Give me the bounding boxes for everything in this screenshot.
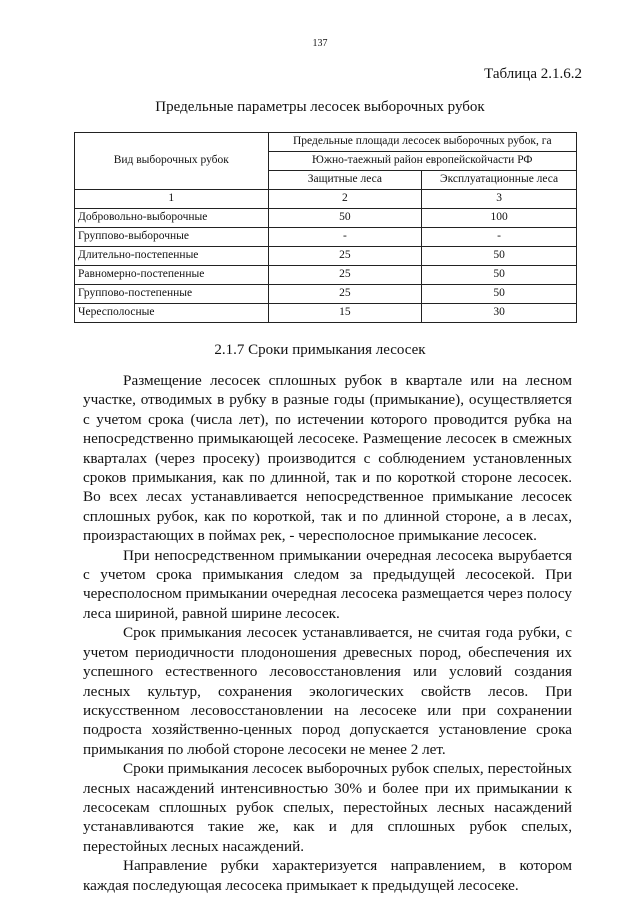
col-protective-header: Защитные леса bbox=[268, 171, 422, 190]
table-row bbox=[75, 304, 577, 323]
column-number-cell: 2 bbox=[268, 190, 422, 209]
page-number: 137 bbox=[312, 38, 328, 49]
table-row bbox=[75, 285, 577, 304]
group-header-cell: Предельные площади лесосек выборочных рубок, га bbox=[268, 133, 576, 152]
table-cell-exploitation: 30 bbox=[422, 304, 577, 323]
table-cell-exploitation: 50 bbox=[422, 285, 577, 304]
paragraph: При непосредственном примыкании очередная лесосека вырубается с учетом срока примыкания следом за предыдущей лесосекой. При чересполосном примыкании очередная лесосека размещается через полосу леса шириной, равной ширине лесосек. bbox=[83, 546, 572, 622]
table-cell-type: Добровольно-выборочные bbox=[75, 209, 269, 228]
table-cell-protective: 25 bbox=[268, 285, 422, 304]
body-text bbox=[83, 371, 572, 895]
paragraph: Размещение лесосек сплошных рубок в квартале или на лесном участке, отводимых в рубку в разные годы (примыкание), осуществляется с учетом срока (числа лет), по истечении которого проводится рубка на непосредственно примыкающей лесосеке. Размещение лесосек в смежных кварталах (через просеку) производится с соблюдением установленных сроков примыкания, как по длинной, так и по короткой стороне лесосек. Во всех лесах устанавливается непосредственное примыкание лесосек сплошных рубок, как по короткой, так и по длинной стороне, а в лесах, произрастающих в поймах рек, - чересполосное примыкание лесосек. bbox=[83, 372, 572, 545]
column-number-cell: 3 bbox=[422, 190, 577, 209]
region-header-cell: Южно-таежный район европейскойчасти РФ bbox=[268, 152, 576, 171]
table-cell-type: Группово-постепенные bbox=[75, 285, 269, 304]
row-header-cell: Вид выборочных рубок bbox=[75, 133, 269, 190]
table-cell-protective: 25 bbox=[268, 266, 422, 285]
paragraph: Направление рубки характеризуется направлением, в котором каждая последующая лесосека примыкает к предыдущей лесосеке. bbox=[83, 857, 572, 894]
table-cell-type: Равномерно-постепенные bbox=[75, 266, 269, 285]
table-cell-type: Чересполосные bbox=[75, 304, 269, 323]
table-cell-protective: 25 bbox=[268, 247, 422, 266]
table-cell-exploitation: 50 bbox=[422, 266, 577, 285]
table-cell-type: Длительно-постепенные bbox=[75, 247, 269, 266]
table-cell-protective: 15 bbox=[268, 304, 422, 323]
column-number-cell: 1 bbox=[75, 190, 269, 209]
table-header-row bbox=[75, 133, 577, 152]
column-number-row bbox=[75, 190, 577, 209]
table-label: Таблица 2.1.6.2 bbox=[484, 66, 582, 82]
table-cell-exploitation: 100 bbox=[422, 209, 577, 228]
table-cell-type: Группово-выборочные bbox=[75, 228, 269, 247]
col-exploitation-header: Эксплуатационные леса bbox=[422, 171, 577, 190]
table-row bbox=[75, 266, 577, 285]
table-cell-protective: 50 bbox=[268, 209, 422, 228]
paragraph: Сроки примыкания лесосек выборочных рубок спелых, перестойных лесных насаждений интенсивностью 30% и более при их примыкании к лесосекам сплошных рубок спелых, перестойных лесных насаждений устанавливаются такие же, как и для сплошных рубок спелых, перестойных лесных насаждений. bbox=[83, 760, 572, 855]
table-title: Предельные параметры лесосек выборочных рубок bbox=[155, 99, 485, 115]
table-cell-exploitation: - bbox=[422, 228, 577, 247]
paragraph: Срок примыкания лесосек устанавливается, не считая года рубки, с учетом периодичности плодоношения древесных пород, обеспечения их успешного естественного лесовосстановления или условий создания лесных культур, сохранения экологических свойств лесов. При искусственном лесовосстановлении на лесосеке или при сохранении подроста хозяйственно-ценных пород допускается установление срока примыкания по любой стороне лесосеки не менее 2 лет. bbox=[83, 624, 572, 758]
table-row bbox=[75, 209, 577, 228]
parameters-table bbox=[74, 132, 577, 323]
section-heading: 2.1.7 Сроки примыкания лесосек bbox=[214, 342, 426, 358]
table-row bbox=[75, 247, 577, 266]
table-cell-protective: - bbox=[268, 228, 422, 247]
table-cell-exploitation: 50 bbox=[422, 247, 577, 266]
table-row bbox=[75, 228, 577, 247]
